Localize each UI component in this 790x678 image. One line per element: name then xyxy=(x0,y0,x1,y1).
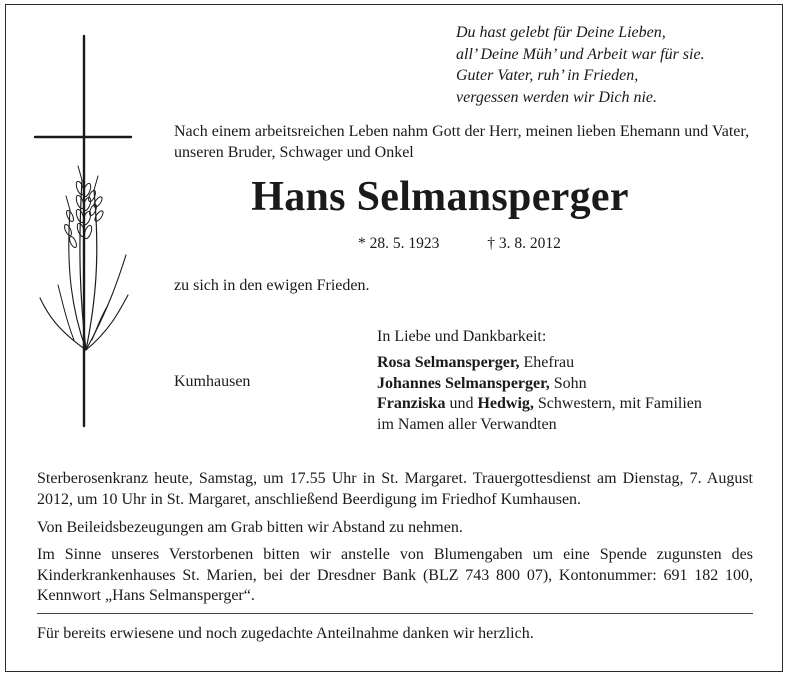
death-date: † 3. 8. 2012 xyxy=(487,235,561,252)
rosary-notice: Sterberosenkranz heute, Samstag, um 17.55 Uhr in St. Margaret. Trauergottesdienst am Dienstag, 7. August 2012, um 10 Uhr in St. Margaret, anschließend Beerdigung im Friedhof Kumhausen. xyxy=(37,470,753,508)
mourner-role: Ehefrau xyxy=(519,354,575,371)
place-name: Kumhausen xyxy=(174,373,251,390)
intro-text: Nach einem arbeitsreichen Leben nahm Gott der Herr, meinen lieben Ehemann und Vater, unseren Bruder, Schwager und Onkel xyxy=(174,123,750,161)
deceased-name-text: Hans Selmansperger xyxy=(251,174,629,220)
mourner-role: Schwestern, mit Familien xyxy=(533,395,702,412)
mourners-list xyxy=(377,353,702,435)
mourner-line xyxy=(377,394,702,415)
poem-line: vergessen werden wir Dich nie. xyxy=(456,88,657,106)
mourner-name: Hedwig, xyxy=(477,395,534,412)
birth-date: * 28. 5. 1923 xyxy=(358,235,440,252)
cross-with-wheat-icon xyxy=(28,30,138,430)
poem-line: Guter Vater, ruh’ in Frieden, xyxy=(456,67,639,84)
mourner-role: Sohn xyxy=(549,374,587,392)
poem-line: all’ Deine Müh’ und Arbeit war für sie. xyxy=(456,45,705,63)
condolence-notice: Von Beileidsbezeugungen am Grab bitten wir Abstand zu nehmen. xyxy=(37,519,463,536)
mourner-name: Rosa Selmansperger, xyxy=(377,354,520,371)
mourner-line xyxy=(377,353,702,374)
deceased-name xyxy=(0,173,790,221)
mourner-name: Johannes Selmansperger, xyxy=(377,374,550,392)
poem-line: Du hast gelebt für Deine Lieben, xyxy=(456,24,666,41)
donation-notice: Im Sinne unseres Verstorbenen bitten wir anstelle von Blumengaben um eine Spende zugunsten des Kinderkrankenhauses St. Marien, bei der Dresdner Bank (BLZ 743 800 07), Kontonummer: 691 182 100, Kennwort „Hans Selmansperger“. xyxy=(37,546,753,604)
peace-text: zu sich in den ewigen Frieden. xyxy=(174,277,370,294)
conjunction: und xyxy=(445,395,478,412)
thanks-notice: Für bereits erwiesene und noch zugedachte Anteilnahme danken wir herzlich. xyxy=(37,625,534,642)
mourner-line: im Namen aller Verwandten xyxy=(377,415,557,433)
mourner-line xyxy=(377,374,702,395)
poem xyxy=(456,22,705,108)
mourner-name: Franziska xyxy=(377,395,446,412)
mourners-heading: In Liebe und Dankbarkeit: xyxy=(377,328,547,345)
life-dates xyxy=(358,235,561,253)
divider xyxy=(37,613,753,614)
